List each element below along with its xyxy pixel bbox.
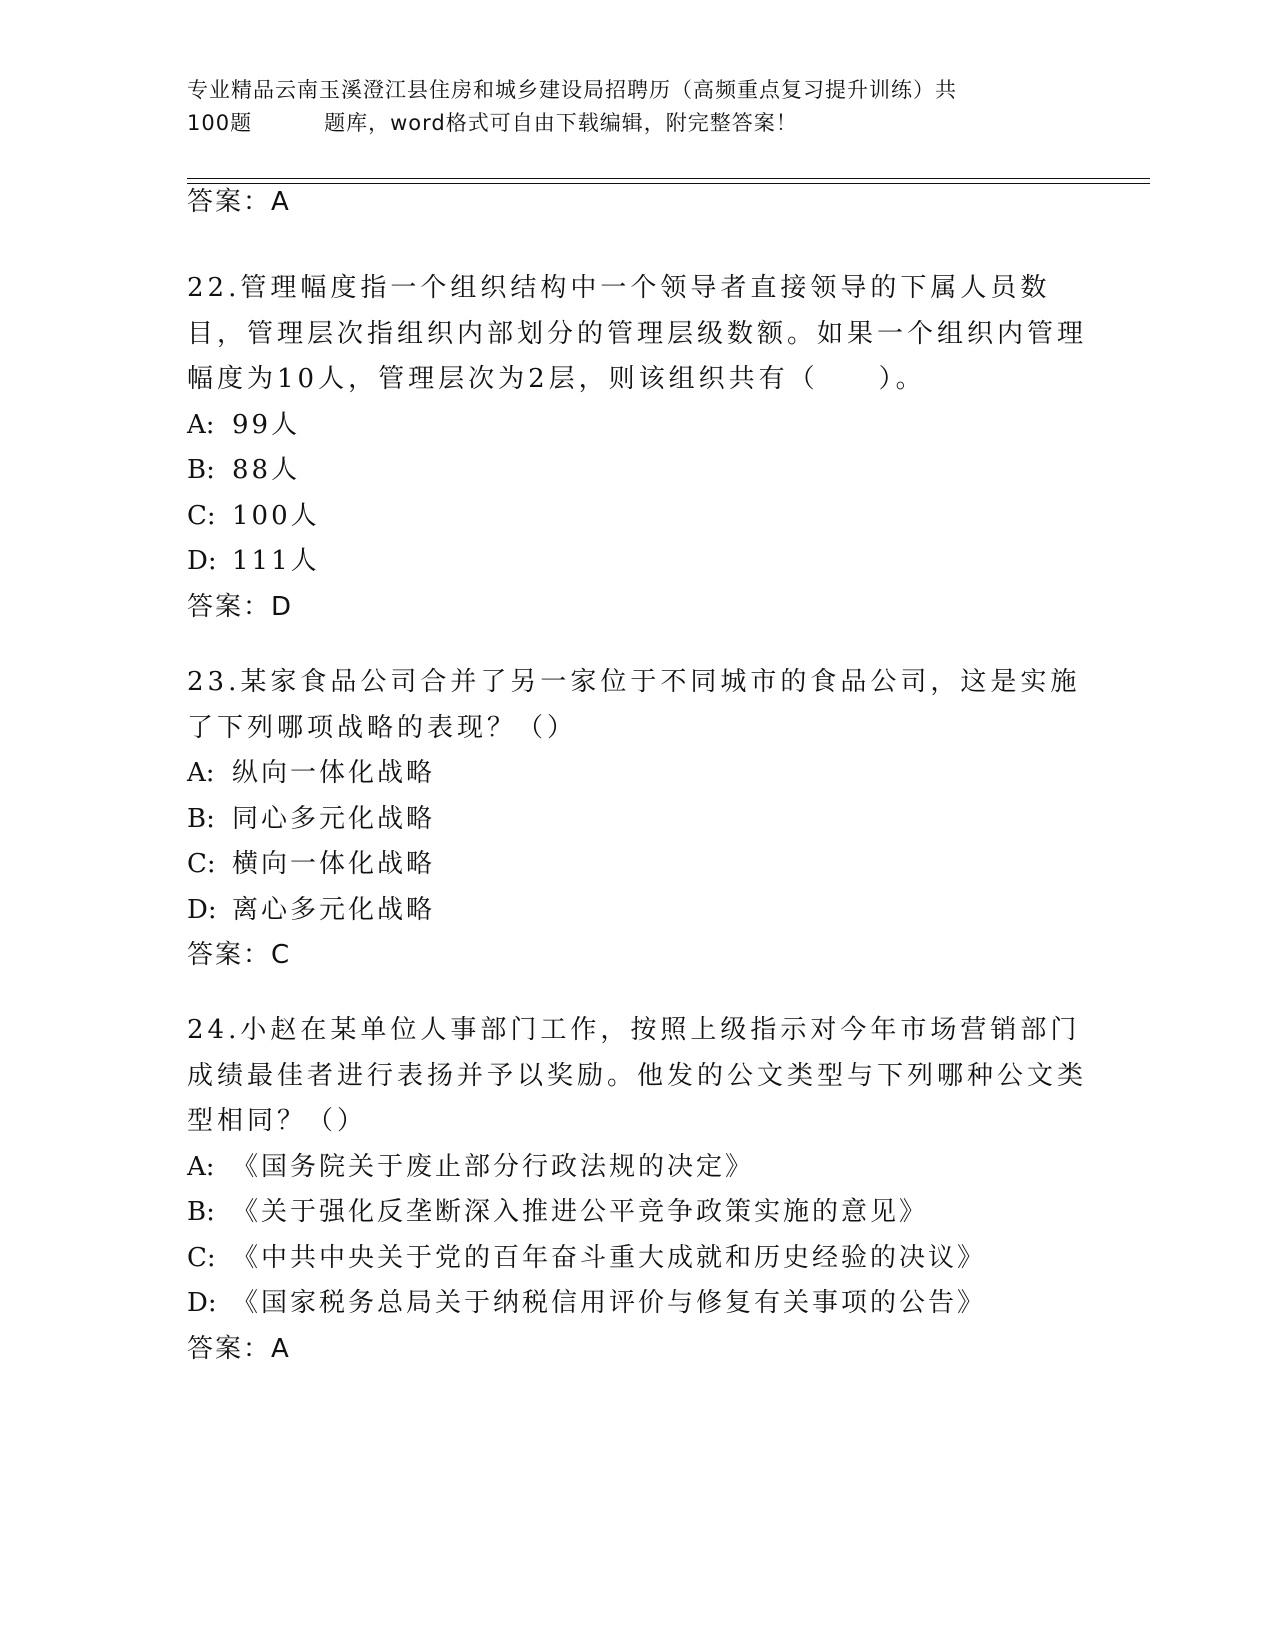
question-block-23 (187, 660, 1087, 979)
option-c (187, 494, 1087, 540)
question-text: 23.某家食品公司合并了另一家位于不同城市的食品公司，这是实施了下列哪项战略的表现？（） (187, 667, 1081, 743)
answer-line (187, 585, 1087, 631)
option-b (187, 797, 1087, 843)
answer-value: A (271, 1333, 291, 1364)
option-c (187, 1236, 1087, 1282)
option-key: D: (187, 894, 217, 925)
option-a (187, 1145, 1087, 1191)
option-text: 横向一体化战略 (232, 849, 436, 879)
answer-value: A (271, 187, 291, 217)
option-text: 《关于强化反垄断深入推进公平竞争政策实施的意见》 (232, 1197, 929, 1227)
option-text: 100人 (232, 500, 320, 531)
answer-label: 答案： (187, 591, 272, 622)
option-text: 纵向一体化战略 (232, 758, 436, 788)
option-key: B: (187, 455, 215, 485)
answer-line (187, 1327, 1087, 1373)
header-description: 题库，word格式可自由下载编辑，附完整答案！ (324, 111, 798, 135)
answer-line (187, 180, 1087, 226)
option-d (187, 1281, 1087, 1327)
option-text: 离心多元化战略 (232, 894, 436, 925)
option-text: 111人 (232, 546, 320, 576)
answer-line (187, 933, 1087, 979)
option-key: C: (187, 849, 216, 879)
answer-label: 答案： (187, 1333, 272, 1364)
answer-value: C (271, 940, 292, 970)
answer-label: 答案： (187, 187, 272, 217)
question-block-22 (187, 266, 1087, 630)
header-divider-top (187, 178, 1150, 179)
option-key: A: (187, 409, 215, 440)
option-key: D: (187, 546, 217, 576)
option-text: 《中共中央关于党的百年奋斗重大成就和历史经验的决议》 (232, 1242, 987, 1273)
option-key: C: (187, 500, 216, 531)
page-header (187, 74, 1087, 140)
option-text: 88人 (232, 455, 301, 485)
option-a (187, 751, 1087, 797)
option-key: A: (187, 1151, 215, 1182)
option-text: 《国务院关于废止部分行政法规的决定》 (232, 1151, 755, 1182)
option-d (187, 539, 1087, 585)
option-text: 《国家税务总局关于纳税信用评价与修复有关事项的公告》 (232, 1288, 987, 1318)
header-question-count: 100题 (187, 111, 253, 135)
question-text: 24.小赵在某单位人事部门工作，按照上级指示对今年市场营销部门成绩最佳者进行表扬并予以奖励。他发的公文类型与下列哪种公文类型相同？（） (187, 1015, 1088, 1136)
header-title-line2 (187, 107, 1087, 140)
option-b (187, 448, 1087, 494)
option-a (187, 403, 1087, 449)
question-block-24 (187, 1008, 1087, 1372)
option-key: C: (187, 1242, 216, 1273)
answer-label: 答案： (187, 940, 272, 970)
option-d (187, 888, 1087, 934)
header-title-line1: 专业精品云南玉溪澄江县住房和城乡建设局招聘历（高频重点复习提升训练）共 (187, 78, 957, 102)
option-key: D: (187, 1288, 217, 1318)
option-key: B: (187, 803, 215, 834)
previous-answer-block (187, 180, 1087, 226)
answer-value: D (271, 591, 294, 622)
question-text: 22.管理幅度指一个组织结构中一个领导者直接领导的下属人员数目，管理层次指组织内部划分的管理层级数额。如果一个组织内管理幅度为10人，管理层次为2层，则该组织共有（ ）。 (187, 273, 1088, 394)
option-c (187, 842, 1087, 888)
option-b (187, 1190, 1087, 1236)
option-text: 99人 (232, 409, 301, 440)
option-key: A: (187, 758, 215, 788)
option-key: B: (187, 1197, 215, 1227)
option-text: 同心多元化战略 (232, 803, 436, 834)
